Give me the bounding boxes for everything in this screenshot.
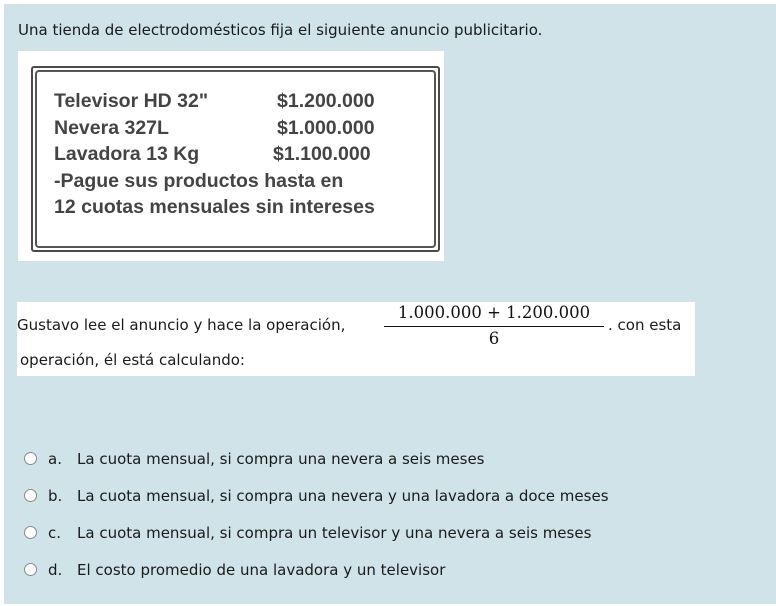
question-text-box bbox=[17, 302, 695, 376]
ad-row bbox=[54, 115, 375, 142]
fraction-numerator: 1.000.000 + 1.200.000 bbox=[397, 303, 591, 322]
option-c[interactable] bbox=[24, 514, 609, 551]
option-a[interactable] bbox=[24, 440, 609, 477]
option-letter: a. bbox=[48, 449, 62, 468]
question-text-end: operación, él está calculando: bbox=[20, 351, 245, 369]
ad-price: $1.100.000 bbox=[273, 143, 371, 165]
ad-row bbox=[54, 141, 375, 168]
advertisement-frame bbox=[31, 66, 440, 252]
ad-item: Televisor HD 32" bbox=[54, 90, 209, 112]
question-text-continue: . con esta bbox=[608, 316, 682, 334]
intro-text: Una tienda de electrodomésticos fija el siguiente anuncio publicitario. bbox=[18, 21, 543, 39]
radio-button[interactable] bbox=[24, 489, 37, 502]
answer-options bbox=[24, 440, 609, 588]
ad-row bbox=[54, 88, 375, 115]
ad-installments-line: 12 cuotas mensuales sin intereses bbox=[54, 196, 375, 218]
ad-payment-line: -Pague sus productos hasta en bbox=[54, 169, 344, 192]
option-d[interactable] bbox=[24, 551, 609, 588]
advertisement-image bbox=[18, 51, 444, 261]
radio-button[interactable] bbox=[24, 452, 37, 465]
option-text[interactable]: El costo promedio de una lavadora y un televisor bbox=[77, 560, 446, 579]
question-text-start: Gustavo lee el anuncio y hace la operación, bbox=[17, 316, 346, 334]
advertisement-text bbox=[54, 88, 375, 221]
ad-item: Lavadora 13 Kg bbox=[54, 143, 200, 165]
option-letter: d. bbox=[48, 560, 63, 579]
operation-fraction bbox=[384, 302, 604, 348]
ad-price: $1.000.000 bbox=[277, 116, 375, 139]
option-letter: b. bbox=[48, 486, 63, 505]
option-text[interactable]: La cuota mensual, si compra una nevera y una lavadora a doce meses bbox=[77, 486, 609, 505]
option-b[interactable] bbox=[24, 477, 609, 514]
ad-item: Nevera 327L bbox=[54, 116, 169, 139]
question-panel bbox=[4, 4, 776, 604]
fraction-bar bbox=[384, 326, 604, 327]
radio-button[interactable] bbox=[24, 526, 37, 539]
option-letter: c. bbox=[48, 523, 62, 542]
ad-price: $1.200.000 bbox=[277, 90, 375, 112]
option-text[interactable]: La cuota mensual, si compra una nevera a seis meses bbox=[77, 449, 485, 468]
fraction-denominator: 6 bbox=[488, 329, 500, 348]
option-text[interactable]: La cuota mensual, si compra un televisor y una nevera a seis meses bbox=[77, 523, 592, 542]
radio-button[interactable] bbox=[24, 563, 37, 576]
